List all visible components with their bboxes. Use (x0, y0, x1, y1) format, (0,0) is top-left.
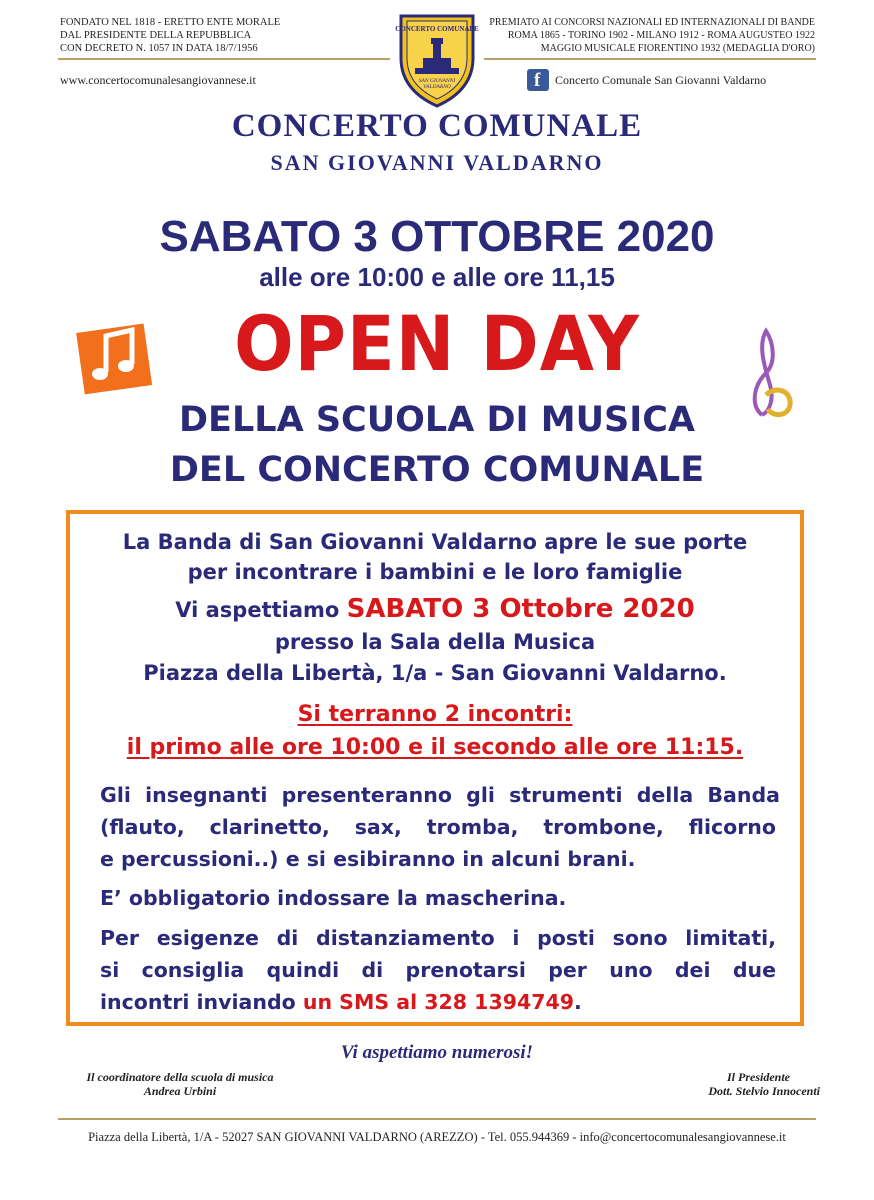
meetings-line-2: il primo alle ore 10:00 e il secondo alle ore 11:15. (126, 735, 744, 760)
closing-text: Vi aspettiamo numerosi! (340, 1042, 534, 1063)
header-left-line: DAL PRESIDENTE DELLA REPUBBLICA (60, 30, 252, 41)
wait-line (70, 594, 800, 624)
header-left-line: FONDATO NEL 1818 - ERETTO ENTE MORALE (60, 17, 281, 28)
intro-line-1: La Banda di San Giovanni Valdarno apre le sue porte (122, 530, 748, 554)
header-left-line: CON DECRETO N. 1057 IN DATA 18/7/1956 (60, 43, 258, 54)
footer-divider (58, 1118, 816, 1120)
header-right-line: ROMA 1865 - TORINO 1902 - MILANO 1912 - ROMA AUGUSTEO 1922 (507, 30, 815, 41)
signature-right (640, 1070, 820, 1098)
header-right-line: PREMIATO AI CONCORSI NAZIONALI ED INTERNAZIONALI DI BANDE (489, 17, 815, 28)
music-note-icon (74, 320, 154, 401)
wait-date: SABATO 3 Ottobre 2020 (346, 594, 695, 624)
website-link[interactable]: www.concertocomunalesangiovannese.it (60, 73, 256, 87)
logo-text-bottom: SAN GIOVANNI VALDARNO (418, 78, 456, 90)
org-city: SAN GIOVANNI VALDARNO (270, 150, 604, 175)
distance-line-1: Per esigenze di distanziamento i posti sono limitati, (100, 926, 776, 950)
event-date: SABATO 3 OTTOBRE 2020 (159, 212, 715, 261)
venue-line-1: presso la Sala della Musica (274, 630, 596, 654)
facebook-page-link[interactable]: Concerto Comunale San Giovanni Valdarno (555, 73, 767, 87)
logo-text-top: CONCERTO COMUNALE (395, 25, 479, 33)
event-subtitle-2: DEL CONCERTO COMUNALE (169, 450, 705, 490)
sms-contact[interactable]: un SMS al 328 1394749 (302, 990, 575, 1014)
signature-right-role: Il Presidente (727, 1070, 790, 1084)
event-title: OPEN DAY (234, 299, 640, 389)
header-divider (484, 58, 816, 60)
distance-line-3 (100, 990, 780, 1014)
venue-line-2: Piazza della Libertà, 1/a - San Giovanni Valdarno. (143, 661, 727, 685)
org-name: CONCERTO COMUNALE (231, 108, 643, 144)
signature-left (60, 1070, 300, 1098)
event-times: alle ore 10:00 e alle ore 11,15 (259, 262, 615, 292)
signature-left-name: Andrea Urbini (143, 1084, 217, 1098)
band-logo (395, 12, 479, 108)
teachers-line-1: Gli insegnanti presenteranno gli strumenti della Banda (100, 783, 780, 807)
meetings-line-1: Si terranno 2 incontri: (297, 702, 573, 727)
footer-contact: Piazza della Libertà, 1/A - 52027 SAN GIOVANNI VALDARNO (AREZZO) - Tel. 055.944369 - info@concertocomunalesangiovannese.it (88, 1130, 786, 1144)
distance-prefix: incontri inviando (100, 990, 303, 1014)
intro-line-2: per incontrare i bambini e le loro famiglie (187, 560, 683, 584)
teachers-line-3: e percussioni..) e si esibiranno in alcuni brani. (100, 847, 636, 871)
header-divider (58, 58, 390, 60)
event-subtitle-1: DELLA SCUOLA DI MUSICA (179, 400, 695, 440)
header-founding-text (60, 16, 390, 55)
header-right-line: MAGGIO MUSICALE FIORENTINO 1932 (MEDAGLIA D'ORO) (540, 43, 815, 54)
mask-notice: E’ obbligatorio indossare la mascherina. (100, 886, 567, 910)
facebook-icon[interactable]: f (527, 69, 549, 91)
distance-suffix: . (574, 990, 582, 1014)
signature-left-role: Il coordinatore della scuola di musica (86, 1070, 274, 1084)
signature-right-name: Dott. Stelvio Innocenti (708, 1084, 820, 1098)
header-awards-text (470, 16, 815, 55)
distance-line-2: si consiglia quindi di prenotarsi per uno dei due (100, 958, 776, 982)
wait-prefix: Vi aspettiamo (175, 598, 347, 622)
teachers-line-2: (flauto, clarinetto, sax, tromba, trombone, flicorno (100, 815, 776, 839)
